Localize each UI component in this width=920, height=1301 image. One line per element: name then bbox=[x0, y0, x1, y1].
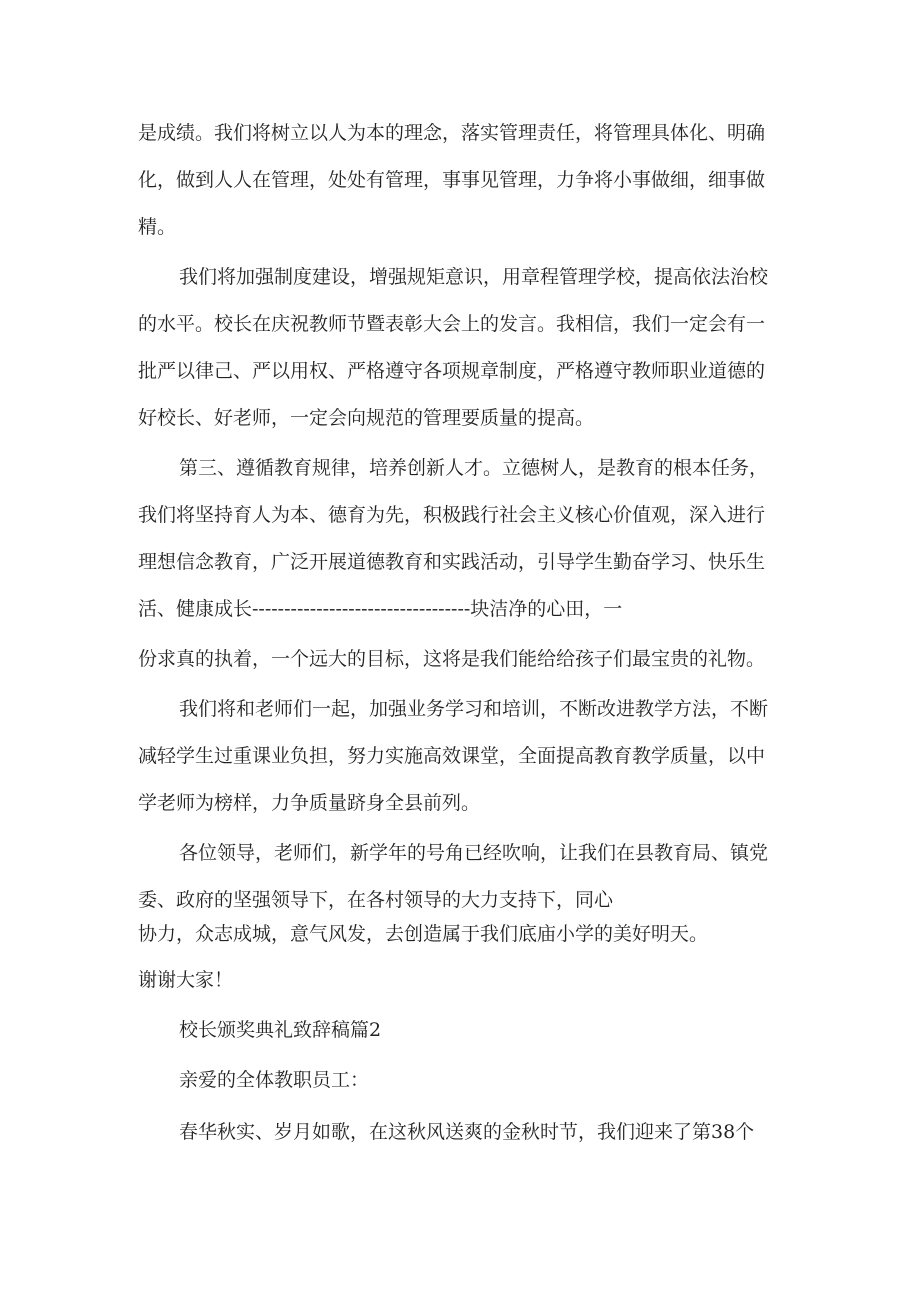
text-line: 学老师为榜样，力争质量跻身全县前列。 bbox=[138, 792, 481, 814]
text-line: 好校长、好老师，一定会向规范的管理要质量的提高。 bbox=[138, 407, 595, 429]
text-line: 化，做到人人在管理，处处有管理，事事见管理，力争将小事做细，细事做 bbox=[138, 169, 766, 191]
closing-line: 谢谢大家！ bbox=[138, 969, 234, 991]
text-line: 委、政府的坚强领导下，在各村领导的大力支持下，同心 bbox=[138, 889, 614, 911]
paragraph-start-line: 我们将加强制度建设，增强规矩意识，用章程管理学校，提高依法治校 bbox=[179, 266, 769, 288]
text-line: 活、健康成长----------------------------------块洁净的心田，一 bbox=[138, 598, 623, 620]
section-title: 校长颁奖典礼致辞稿篇2 bbox=[179, 1019, 382, 1041]
paragraph-start-line: 第三、遵循教育规律，培养创新人才。立德树人，是教育的根本任务， bbox=[179, 457, 769, 479]
text-line: 是成绩。我们将树立以人为本的理念，落实管理责任，将管理具体化、明确 bbox=[138, 122, 766, 144]
paragraph-start-line: 春华秋实、岁月如歌，在这秋风送爽的金秋时节，我们迎来了第38个 bbox=[179, 1121, 755, 1143]
text-line: 的水平。校长在庆祝教师节暨表彰大会上的发言。我相信，我们一定会有一 bbox=[138, 313, 766, 335]
text-line: 精。 bbox=[138, 216, 177, 238]
paragraph-start-line: 我们将和老师们一起，加强业务学习和培训，不断改进教学方法，不断 bbox=[179, 698, 769, 720]
salutation-line: 亲爱的全体教职员工： bbox=[179, 1069, 370, 1091]
text-line: 协力，众志成城，意气风发，去创造属于我们底庙小学的美好明天。 bbox=[138, 923, 709, 945]
paragraph-start-line: 各位领导，老师们，新学年的号角已经吹响，让我们在县教育局、镇党 bbox=[179, 842, 769, 864]
text-line: 理想信念教育，广泛开展道德教育和实践活动，引导学生勤奋学习、快乐生 bbox=[138, 551, 766, 573]
text-line: 份求真的执着，一个远大的目标，这将是我们能给给孩子们最宝贵的礼物。 bbox=[138, 648, 766, 670]
text-line: 减轻学生过重课业负担，努力实施高效课堂，全面提高教育教学质量，以中 bbox=[138, 745, 766, 767]
text-line: 我们将坚持育人为本、德育为先，积极践行社会主义核心价值观，深入进行 bbox=[138, 504, 766, 526]
text-line: 批严以律己、严以用权、严格遵守各项规章制度，严格遵守教师职业道德的 bbox=[138, 360, 766, 382]
